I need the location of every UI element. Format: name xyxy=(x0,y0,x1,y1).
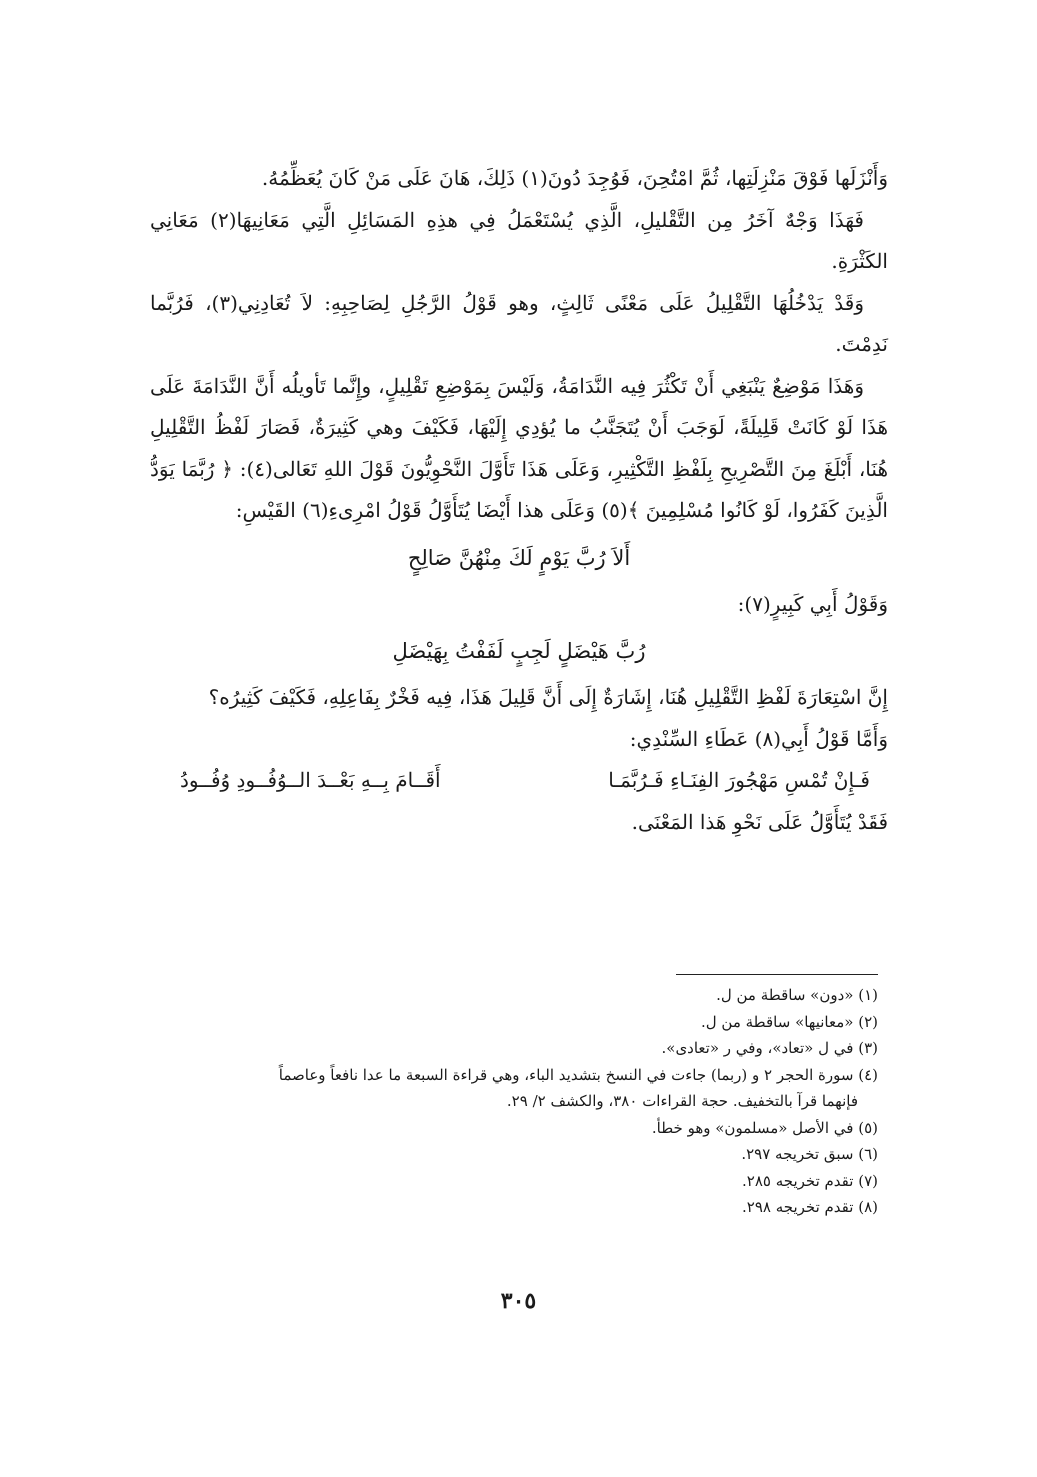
paragraph-1: وَأَنْزَلَها فَوْقَ مَنْزِلَتِها، ثُمَّ امْتُحِنَ، فَوُجِدَ دُونَ(١) ذَلِكَ، هَانَ عَلَى مَنْ كَانَ يُعَظِّمُهُ. xyxy=(261,166,888,190)
footnote-4-continued: فإنهما قرآ بالتخفيف. حجة القراءات ٣٨٠، والكشف ٢/ ٢٩. xyxy=(506,1092,858,1110)
footnote-2: (٢) «معانيها» ساقطة من ل. xyxy=(700,1012,878,1031)
paragraph-4: وَهَذَا مَوْضِعٌ يَنْبَغِي أَنْ تَكْثُرَ فِيه النَّدَامَةُ، وَلَيْسَ بِمَوْضِعِ تَقْلِيلٍ، وإِنَّما تَأويلُه أَنَّ النَّدَامَةَ عَلَى هَذَا لَوْ كَانَتْ قَلِيلَةً، لَوَجَبَ أَنْ يُتَجَنَّبُ ما يُؤدِي إِلَيْهَا، فَكَيْفَ وهي كَثِيرَةٌ، فَصَارَ لَفْظُ التَّقْلِيلِ هُنَا، أَبْلَغَ مِنَ التَّصْرِيحِ بِلَفْظِ التَّكْثِيرِ، وَعَلَى هَذَا تَأَوَّلَ النَّحْوِيُّونَ قَوْلَ اللهِ تَعَالى(٤): ﴿ رُبَّمَا يَوَدُّ الَّذِينَ كَفَرُوا، لَوْ كَانُوا مُسْلِمِينَ ﴾(٥) وَعَلَى هذا أَيْضَا يُتَأَوَّلُ قَوْلُ امْرِىءِ(٦) القَيْسِ: xyxy=(150,373,888,522)
footnote-divider xyxy=(676,974,878,975)
page-number: ٣٠٥ xyxy=(500,1288,537,1314)
verse-second-hemistich: أَقَــامَ بِــهِ بَعْــدَ الــوُفُــودِ وُفُــودُ xyxy=(180,768,441,792)
verse-imru-al-qays: أَلاَ رُبَّ يَوْمٍ لَكَ مِنْهُنَّ صَالِحٍ xyxy=(407,545,631,570)
footnote-6: (٦) سبق تخريجه ٢٩٧. xyxy=(741,1145,878,1163)
footnote-7: (٧) تقدم تخريجه ٢٨٥. xyxy=(742,1171,878,1190)
footnote-1: (١) «دون» ساقطة من ل. xyxy=(716,986,878,1004)
footnote-5: (٥) في الأصل «مسلمون» وهو خطأ. xyxy=(651,1118,878,1137)
main-text xyxy=(150,158,888,843)
footnotes xyxy=(142,982,878,1221)
paragraph-7: وَأَمَّا قَوْلُ أَبِي(٨) عَطَاءِ السِّنْدِي: xyxy=(629,726,888,751)
paragraph-8: فَقَدْ يُتَأَوَّلُ عَلَى نَحْوِ هَذا المَعْنَى. xyxy=(631,809,888,834)
paragraph-6: إِنَّ اسْتِعَارَةَ لَفْظِ التَّقْلِيلِ هُنَا، إِشَارَةٌ إِلَى أَنَّ قَلِيلَ هَذَا، فِيه فَخْرٌ بِفَاعِلِهِ، فَكَيْفَ كَثِيرُه؟ xyxy=(208,685,888,709)
paragraph-2: فَهَذَا وَجْهٌ آخَرُ مِن التَّقْليلِ، الَّذِي يُسْتَعْمَلُ فِي هذِهِ المَسَائِلِ الَّتِي مَعَانِيهَا(٢) مَعَانِي الكَثْرَةِ. xyxy=(150,207,888,273)
footnote-4: (٤) سورة الحجر ٢ و (ربما) جاءت في النسخ بتشديد الباء، وهي قراءة السبعة ما عدا نافعاً وعاصماً xyxy=(278,1065,878,1084)
paragraph-3: وَقَدْ يَدْخُلُهَا التَّقْلِيلُ عَلَى مَعْنًى ثَالِثٍ، وهو قَوْلُ الرَّجُلِ لِصَاحِبِهِ: لاَ تُعَادِنِي(٣)، فَرُبَّما نَدِمْتَ. xyxy=(150,290,888,356)
verse-first-hemistich: فَـإِنْ تُمْسِ مَهْجُورَ الفِنَـاءِ فَـرُبَّمَـا xyxy=(608,768,870,792)
footnote-8: (٨) تقدم تخريجه ٢٩٨. xyxy=(742,1198,878,1216)
footnote-3: (٣) في ل «تعاد»، وفي ر «تعادى». xyxy=(661,1039,878,1057)
verse-abi-kabir: رُبَّ هَيْضَلٍ لَجِبٍ لَفَفْتُ بِهَيْضَلِ xyxy=(392,639,646,663)
verse-abi-ata xyxy=(150,760,888,802)
paragraph-5: وَقَوْلُ أَبِي كَبِيرٍ(٧): xyxy=(737,591,888,616)
